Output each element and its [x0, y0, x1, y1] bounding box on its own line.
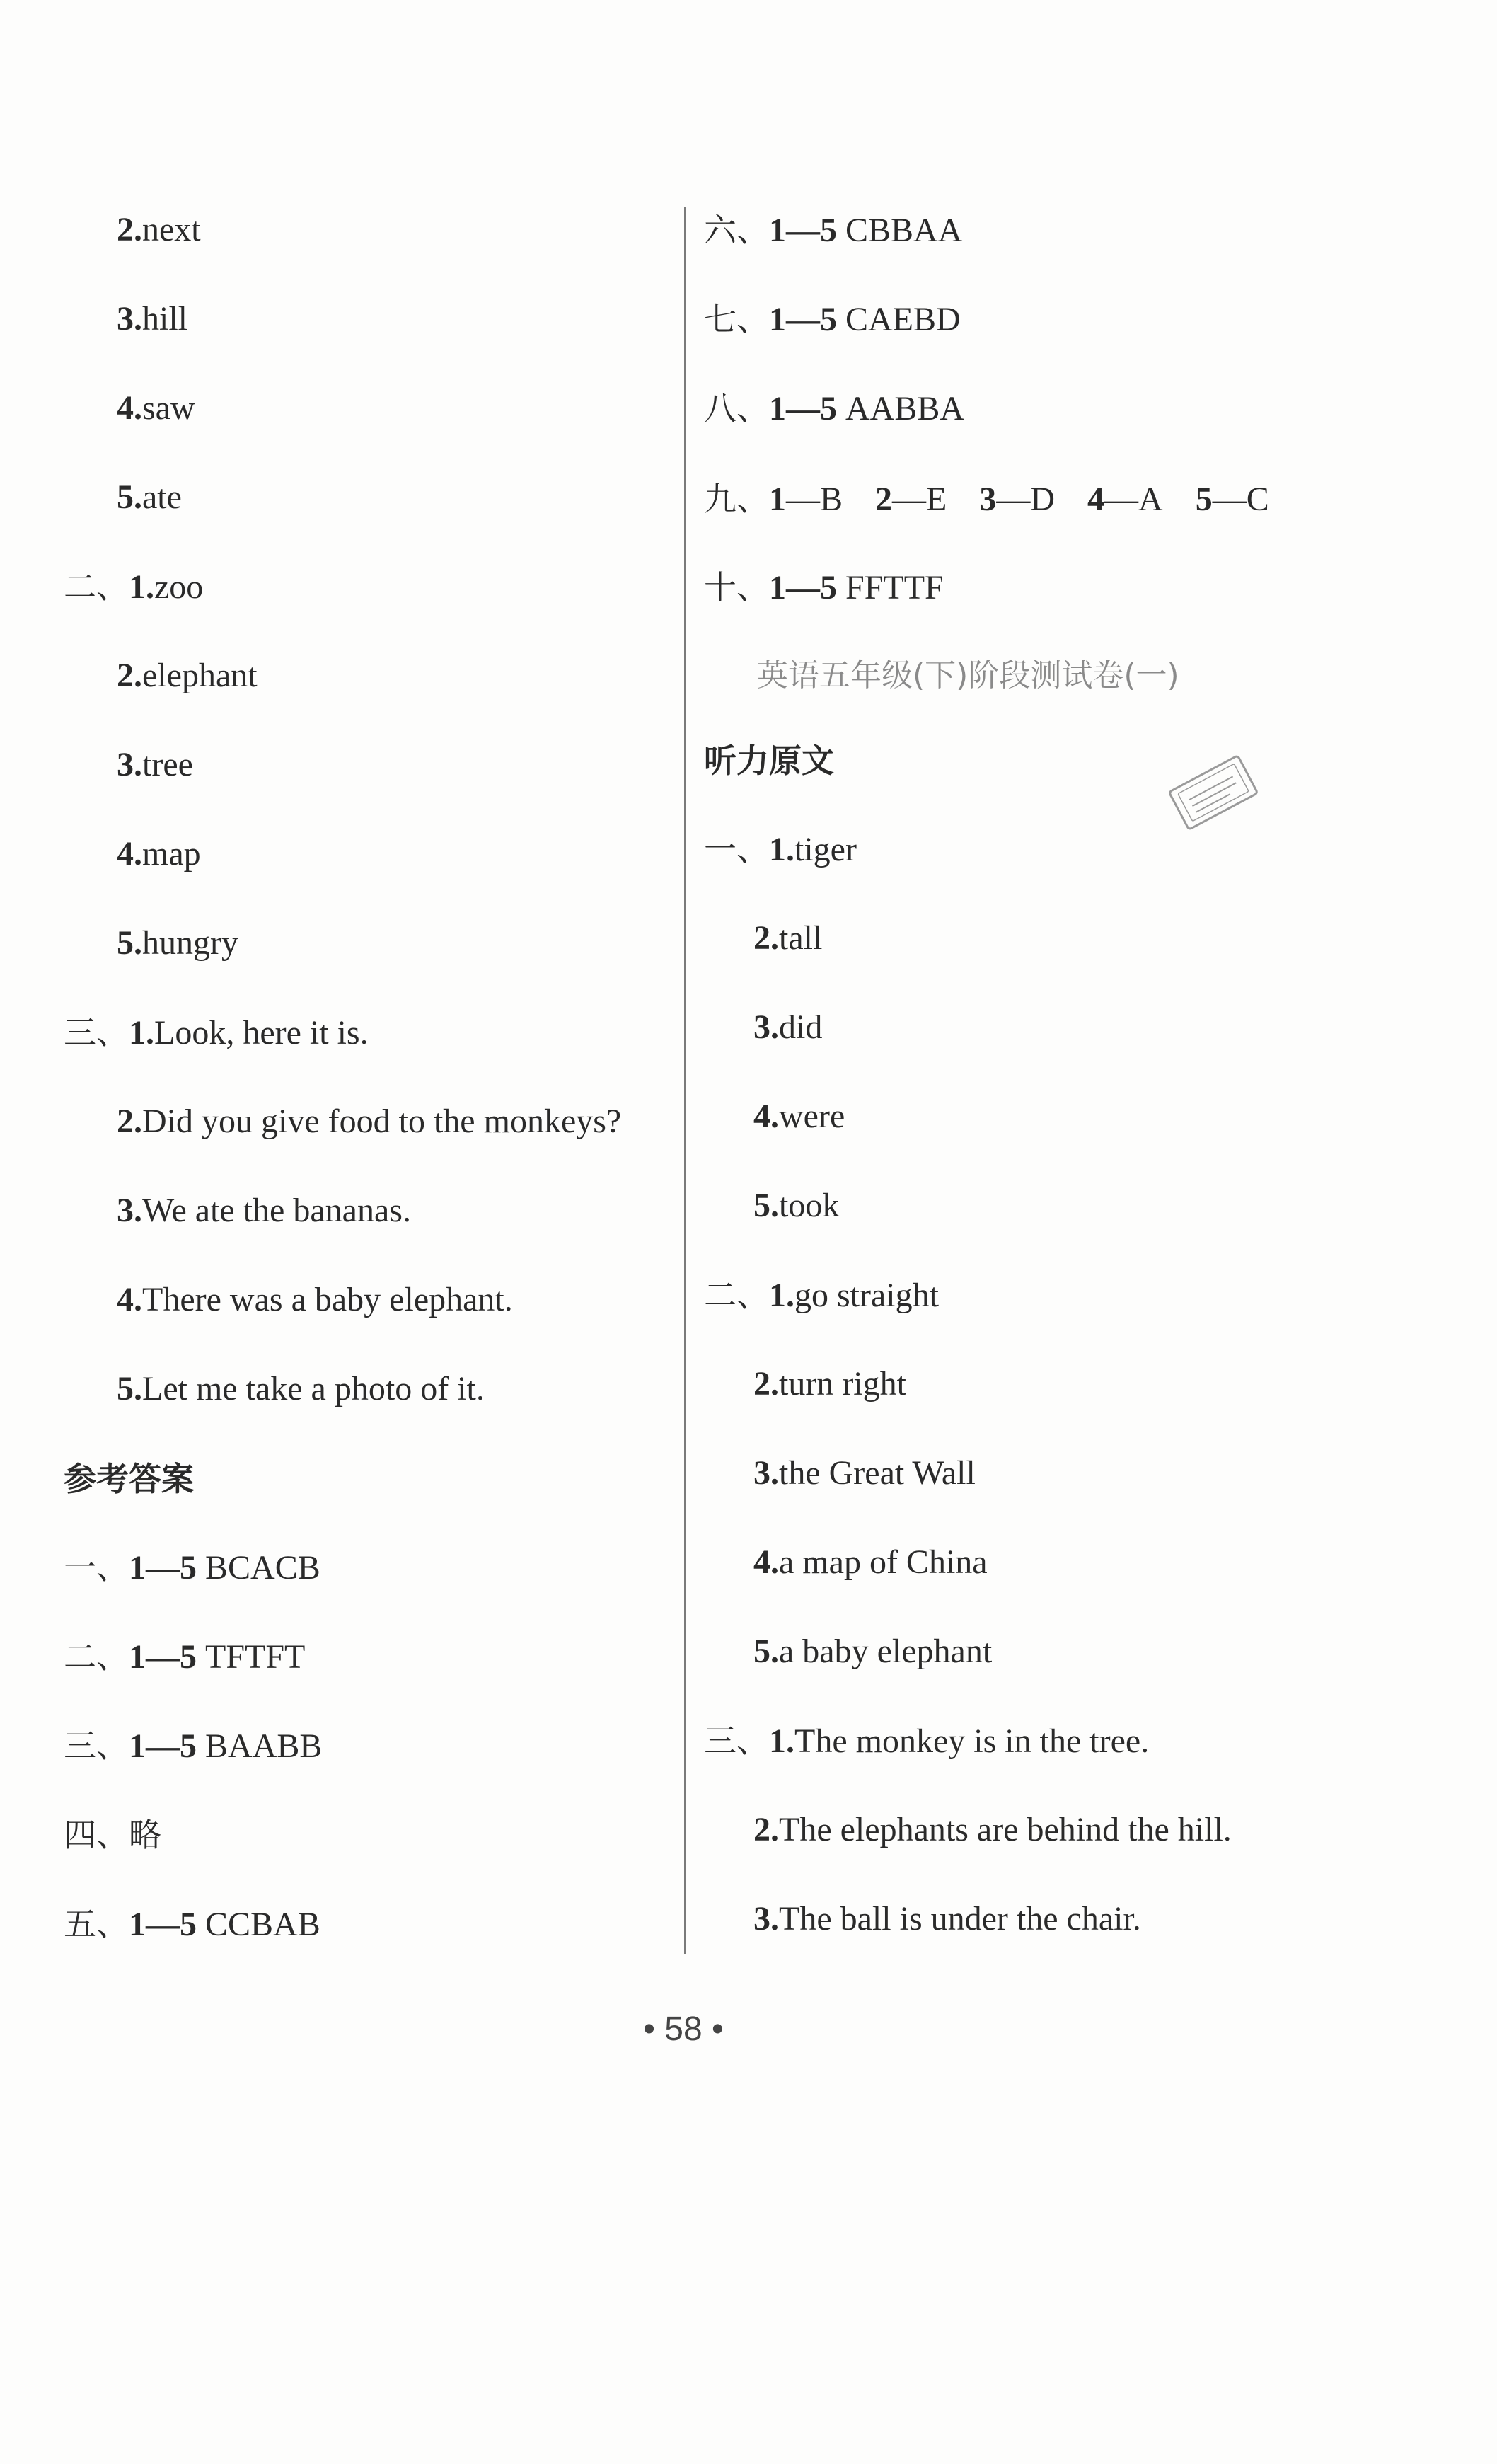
item-number: 4. — [753, 1098, 779, 1135]
right-list-item — [753, 1541, 988, 1584]
item-prefix: 三、 — [704, 1722, 769, 1760]
left-list-item — [117, 387, 195, 430]
item-text: Look, here it is. — [154, 1014, 369, 1052]
item-number: 3. — [753, 1454, 779, 1492]
item-text: 略 — [129, 1816, 161, 1854]
item-number: 1—5 — [769, 301, 837, 338]
item-text: zoo — [154, 568, 204, 606]
item-text: a baby elephant — [779, 1633, 993, 1670]
item-number: 1—5 — [129, 1727, 197, 1765]
item-number: 2. — [117, 657, 142, 694]
item-number: 1. — [769, 1722, 794, 1760]
item-prefix: 五、 — [64, 1905, 129, 1943]
stamp-icon — [1160, 754, 1266, 831]
item-number: 1—5 — [129, 1549, 197, 1587]
right-list-item — [753, 1898, 1141, 1940]
left-list-item — [64, 1011, 369, 1054]
item-number: 3. — [753, 1008, 779, 1046]
item-number: 5. — [753, 1633, 779, 1670]
left-answer-row — [64, 1546, 320, 1589]
right-answer-row — [704, 209, 962, 252]
item-prefix: 二、 — [64, 568, 129, 606]
right-list-item — [753, 1452, 976, 1495]
page-number: • 58 • — [643, 2010, 724, 2048]
item-number: 1. — [129, 568, 154, 606]
item-text: tiger — [794, 831, 857, 868]
right-list-item — [704, 1274, 939, 1317]
item-text: The elephants are behind the hill. — [779, 1811, 1232, 1848]
item-prefix: 六、 — [704, 211, 769, 249]
item-number: 4. — [117, 835, 142, 873]
left-list-item — [117, 476, 182, 519]
section-title: 英语五年级(下)阶段测试卷(一) — [757, 657, 1179, 693]
left-list-item — [117, 298, 187, 340]
item-number: 2. — [753, 1365, 779, 1403]
right-answer-row — [704, 298, 961, 341]
item-number: 3. — [753, 1900, 779, 1938]
item-text: did — [779, 1008, 823, 1046]
item-text: elephant — [142, 657, 258, 694]
matching-pair: 5—C — [1195, 480, 1269, 518]
item-prefix: 二、 — [64, 1637, 129, 1676]
item-number: 1—5 — [129, 1906, 197, 1943]
matching-pair: 4—A — [1087, 480, 1163, 518]
item-number: 5. — [117, 478, 142, 516]
column-divider — [684, 207, 686, 1954]
item-number: 4. — [117, 1281, 142, 1318]
matching-row — [704, 478, 1302, 521]
item-text: go straight — [794, 1277, 939, 1314]
item-number: 1—5 — [769, 390, 837, 427]
left-answer-row — [64, 1725, 322, 1768]
right-list-item — [704, 828, 857, 871]
right-list-item — [753, 1185, 839, 1227]
matching-pair: 2—E — [875, 480, 947, 518]
left-list-item — [64, 565, 203, 609]
item-text: CCBAB — [205, 1906, 320, 1943]
item-number: 3. — [117, 1192, 142, 1229]
matching-pair: 1—B — [769, 480, 843, 518]
left-list-item — [117, 833, 201, 875]
matching-pair: 3—D — [979, 480, 1056, 518]
right-list-item — [753, 1006, 822, 1049]
item-prefix: 七、 — [704, 300, 769, 338]
right-list-item — [753, 917, 822, 960]
matching-prefix: 九、 — [704, 480, 769, 518]
left-answer-row — [64, 1635, 305, 1679]
item-number: 1—5 — [769, 212, 837, 249]
right-list-item — [704, 1720, 1149, 1763]
item-text: The ball is under the chair. — [779, 1900, 1141, 1938]
item-text: There was a baby elephant. — [142, 1281, 513, 1318]
item-text: ate — [142, 478, 182, 516]
item-number: 4. — [117, 389, 142, 427]
item-prefix: 三、 — [64, 1013, 129, 1052]
item-number: 1. — [769, 831, 794, 868]
left-list-item — [117, 1279, 513, 1321]
item-number: 1. — [769, 1277, 794, 1314]
left-list-item — [117, 655, 258, 697]
item-number: 1—5 — [129, 1638, 197, 1676]
item-prefix: 一、 — [64, 1548, 129, 1587]
item-text: AABBA — [845, 390, 965, 427]
item-number: 1. — [129, 1014, 154, 1052]
item-number: 5. — [117, 924, 142, 962]
right-list-item — [753, 1630, 992, 1673]
right-list-item — [753, 1363, 906, 1405]
item-text: BCACB — [205, 1549, 320, 1587]
item-text: TFTFT — [205, 1638, 306, 1676]
left-list-item — [117, 1368, 485, 1410]
item-number: 2. — [753, 919, 779, 957]
item-prefix: 二、 — [704, 1276, 769, 1314]
item-text: the Great Wall — [779, 1454, 976, 1492]
item-text: next — [142, 211, 201, 248]
item-number: 3. — [117, 746, 142, 783]
item-text: The monkey is in the tree. — [794, 1722, 1150, 1760]
answers-heading: 参考答案 — [64, 1460, 194, 1498]
left-list-item — [117, 1190, 411, 1232]
item-text: CBBAA — [845, 212, 963, 249]
item-text: took — [779, 1187, 840, 1224]
answer-row-ten: 十、1—5 FFTTF — [704, 568, 944, 606]
left-list-item — [117, 922, 238, 965]
item-number: 2. — [117, 1103, 142, 1140]
item-number: 4. — [753, 1543, 779, 1581]
item-text: Did you give food to the monkeys? — [142, 1103, 622, 1140]
item-text: saw — [142, 389, 195, 427]
right-list-item — [753, 1809, 1232, 1851]
left-list-item — [117, 1100, 621, 1143]
item-number: 2. — [753, 1811, 779, 1848]
left-list-item — [117, 744, 193, 786]
right-answer-row — [704, 387, 964, 430]
item-text: hungry — [142, 924, 238, 962]
item-text: CAEBD — [845, 301, 961, 338]
item-number: 2. — [117, 211, 142, 248]
item-text: tall — [779, 919, 823, 957]
item-text: tree — [142, 746, 193, 783]
item-prefix: 四、 — [64, 1816, 129, 1854]
item-prefix: 一、 — [704, 830, 769, 868]
item-number: 5. — [117, 1370, 142, 1407]
item-text: BAABB — [205, 1727, 323, 1765]
item-text: were — [779, 1098, 845, 1135]
item-number: 3. — [117, 300, 142, 338]
item-text: map — [142, 835, 201, 873]
listening-heading: 听力原文 — [704, 742, 834, 780]
left-answer-row — [64, 1903, 320, 1946]
item-text: a map of China — [779, 1543, 988, 1581]
item-text: hill — [142, 300, 188, 338]
left-answer-row — [64, 1814, 161, 1857]
item-prefix: 八、 — [704, 389, 769, 427]
item-text: turn right — [779, 1365, 906, 1403]
left-list-item — [117, 209, 201, 251]
item-text: We ate the bananas. — [142, 1192, 411, 1229]
item-number: 5. — [753, 1187, 779, 1224]
item-text: Let me take a photo of it. — [142, 1370, 485, 1407]
item-prefix: 三、 — [64, 1727, 129, 1765]
right-list-item — [753, 1095, 845, 1138]
